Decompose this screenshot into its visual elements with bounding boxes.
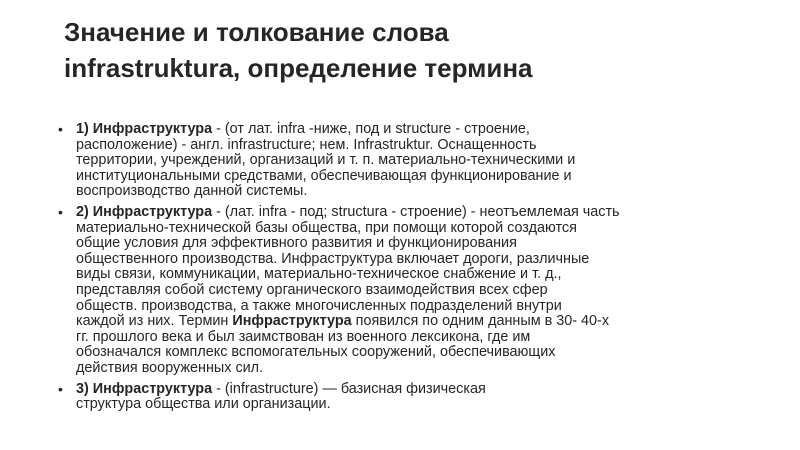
definition-item-2 <box>58 205 758 377</box>
slide-title-line-2: infrastruktura, определение термина <box>64 53 533 83</box>
definition-line: общие условия для эффективного развития и функционирования <box>76 235 517 252</box>
definition-line: обществ. производства, а также многочисленных подразделений внутри <box>76 297 562 314</box>
definition-line: действия вооруженных сил. <box>76 359 264 376</box>
definition-item-3 <box>58 382 758 413</box>
definition-line: гг. прошлого века и был заимствован из военного лексикона, где им <box>76 328 531 345</box>
definition-list <box>58 122 758 418</box>
definition-line: обозначался комплекс вспомогательных сооружений, обеспечивающих <box>76 344 556 361</box>
definition-item-1 <box>58 122 758 200</box>
bullet-icon: • <box>58 380 63 397</box>
definition-term-inline: Инфраструктура <box>232 313 352 330</box>
definition-line: расположение) - англ. infrastructure; нем. Infrastruktur. Оснащенность <box>76 136 537 153</box>
definition-line: 3) Инфраструктура - (infrastructure) — базисная физическая <box>76 380 486 397</box>
bullet-icon: • <box>58 121 63 137</box>
definition-line: структура общества или организации. <box>76 396 331 413</box>
definition-line: каждой из них. Термин Инфраструктура появился по одним данным в 30- 40-х <box>76 313 610 330</box>
definition-line: институциональными средствами, обеспечивающая функционирование и <box>76 167 572 184</box>
definition-line: представляя собой систему органического взаимодействия всех сфер <box>76 281 548 298</box>
bullet-icon: • <box>58 203 63 220</box>
definition-line: материально-технической базы общества, при помощи которой создаются <box>76 219 577 236</box>
slide-title <box>64 14 764 86</box>
definition-term: 2) Инфраструктура <box>76 203 213 220</box>
definition-line: виды связи, коммуникации, материально-техническое снабжение и т. д., <box>76 266 562 283</box>
definition-line: 1) Инфраструктура - (от лат. infra -ниже, под и structure - строение, <box>76 121 530 137</box>
definition-line: территории, учреждений, организаций и т. п. материально-техническими и <box>76 152 576 169</box>
definition-term: 1) Инфраструктура <box>76 121 213 137</box>
slide-title-line-1: Значение и толкование слова <box>64 17 449 47</box>
definition-term: 3) Инфраструктура <box>76 380 213 397</box>
definition-line: 2) Инфраструктура - (лат. infra - под; structura - строение) - неотъемлемая часть <box>76 203 620 220</box>
definition-line: общественного производства. Инфраструктура включает дороги, различные <box>76 250 590 267</box>
definition-line: воспроизводство данной системы. <box>76 183 308 200</box>
